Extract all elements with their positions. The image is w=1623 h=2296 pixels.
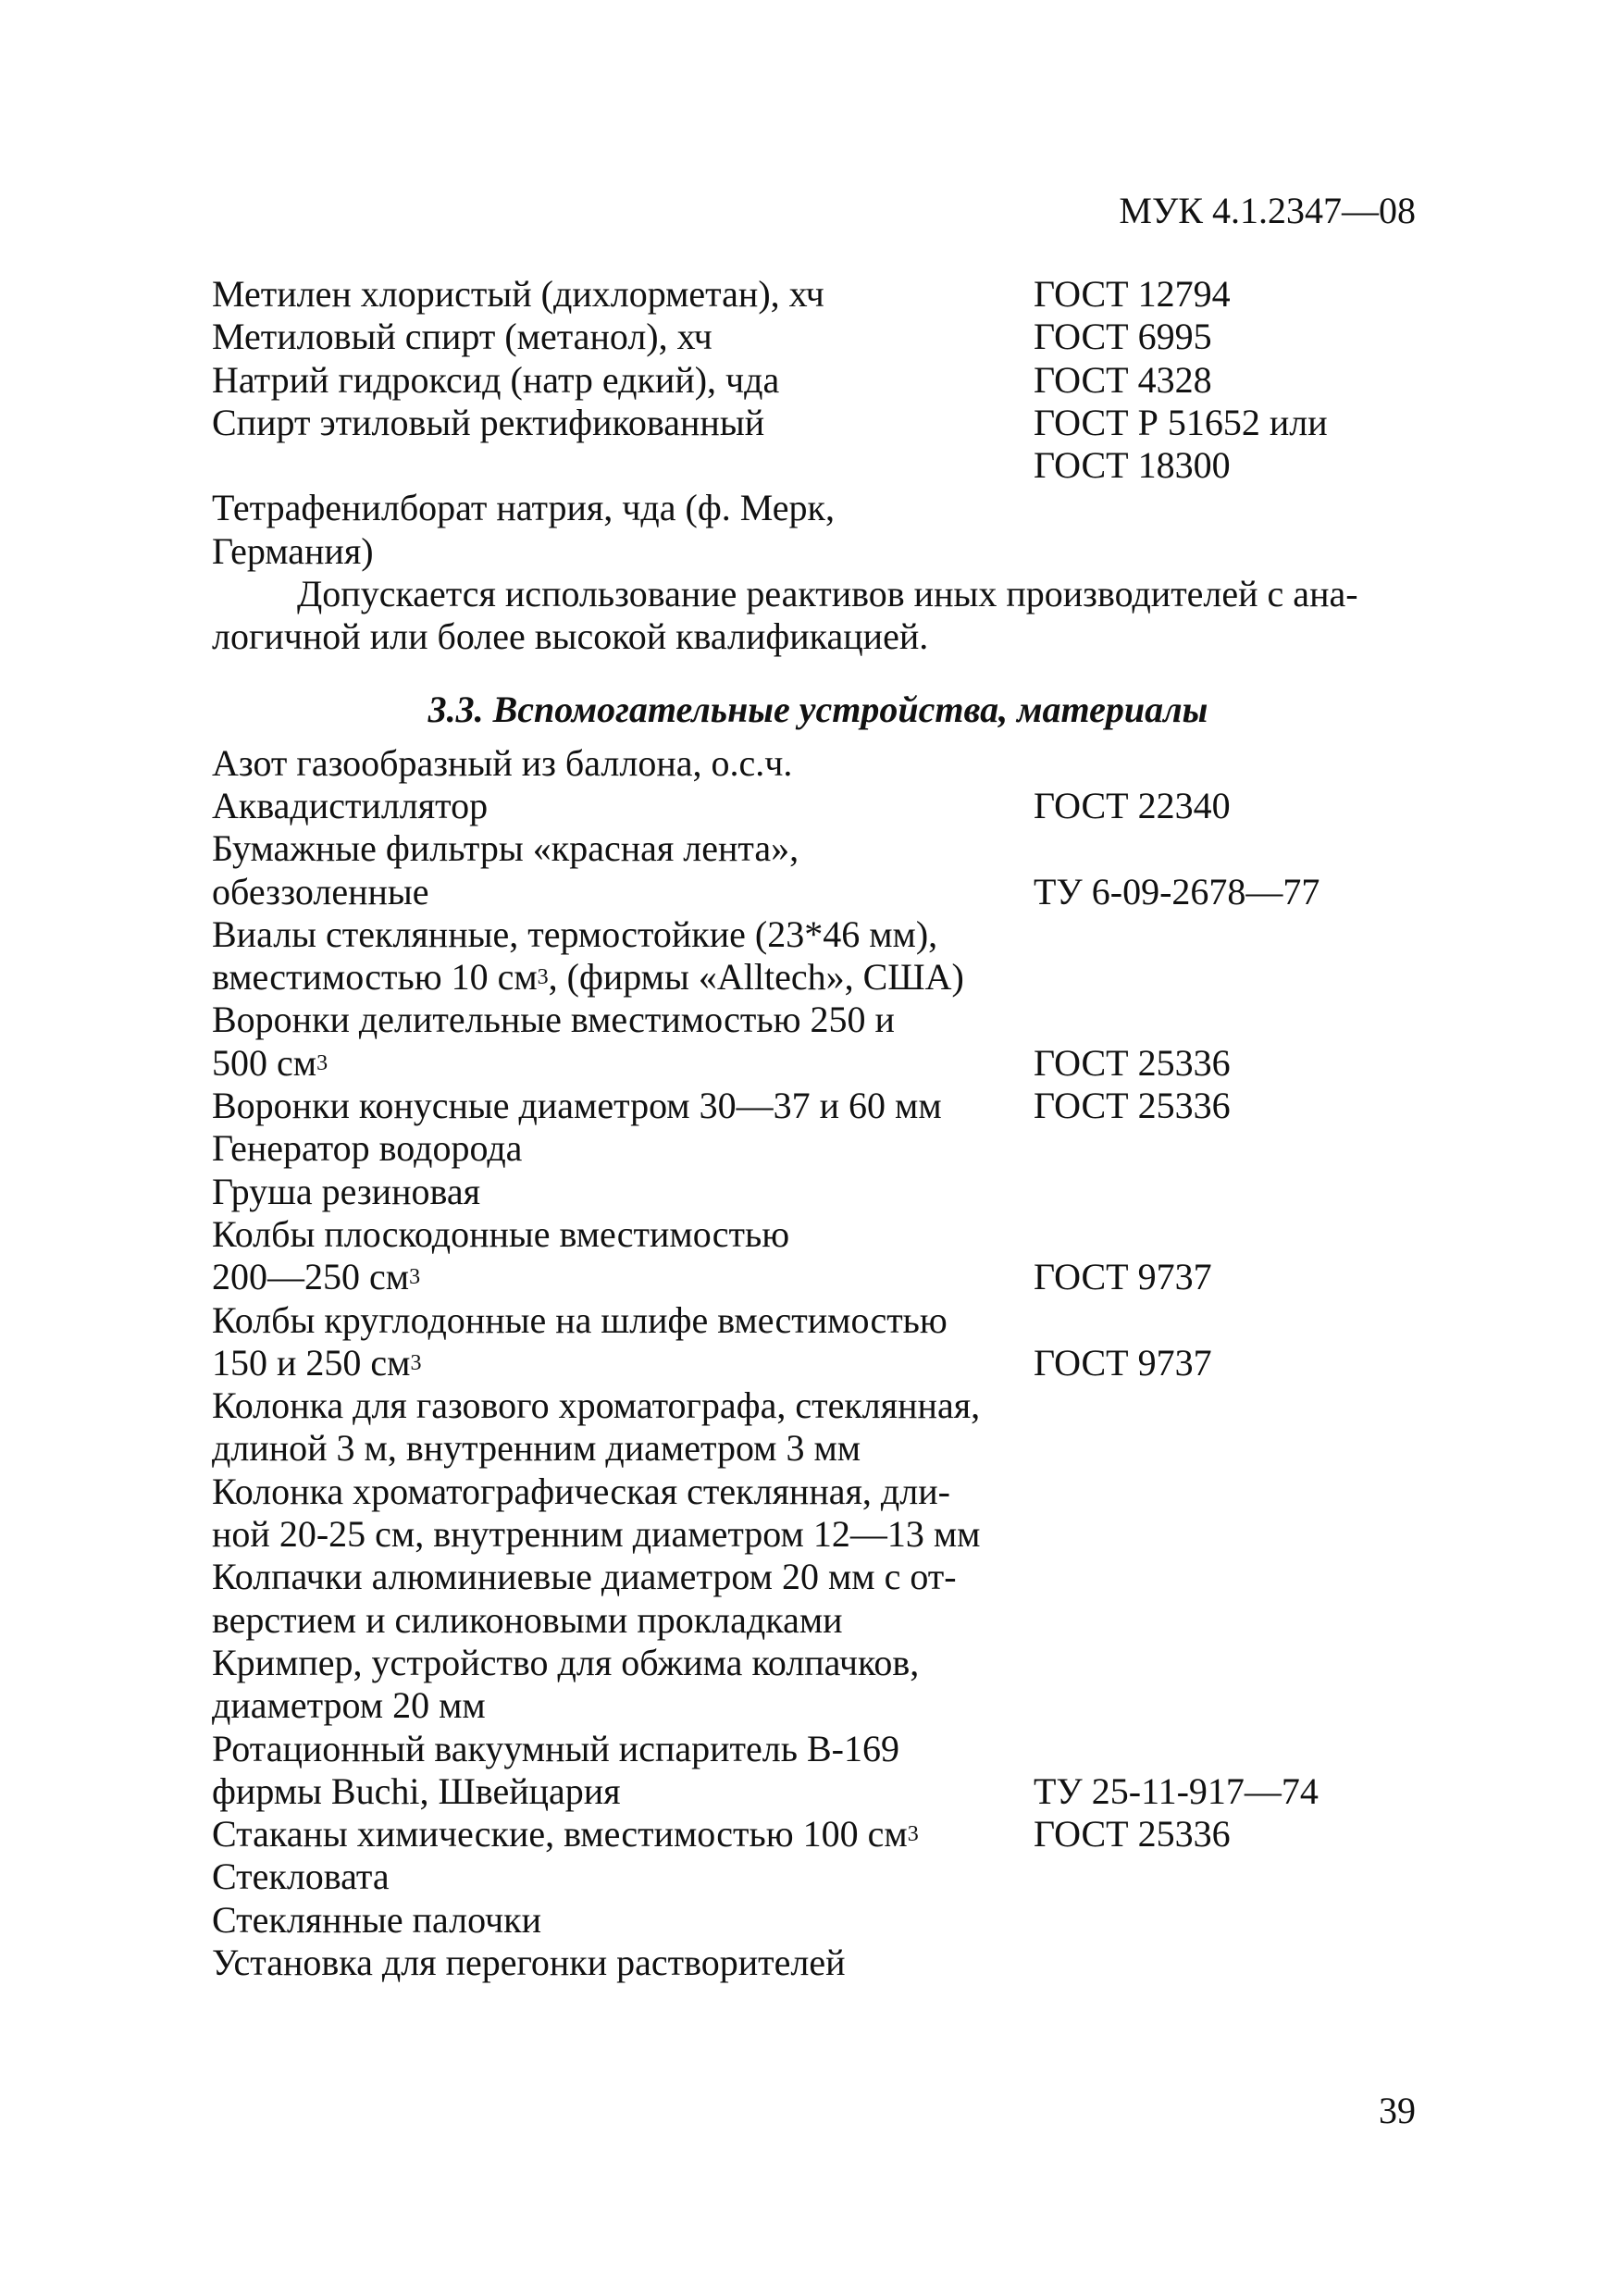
- note-line-2: логичной или более высокой квалификацией.: [212, 615, 929, 658]
- item-name-part: Стаканы химические, вместимостью 100 см: [212, 1813, 908, 1855]
- item-name-part: 200—250 см: [212, 1256, 410, 1298]
- item-name-part: вместимостью 10 см: [212, 956, 538, 999]
- list-item: [212, 359, 1424, 402]
- page-number: 39: [1379, 2090, 1416, 2131]
- item-name: Кримпер, устройство для обжима колпачков,: [212, 1641, 920, 1683]
- item-name: Установка для перегонки растворителей: [212, 1941, 846, 1983]
- item-name: Воронки делительные вместимостью 250 и: [212, 999, 895, 1041]
- document-code-header: МУК 4.1.2347—08: [1119, 190, 1416, 231]
- item-name: [212, 1042, 328, 1085]
- item-standard: ГОСТ 18300: [1034, 444, 1231, 487]
- superscript: 3: [537, 965, 549, 990]
- list-item: [212, 1342, 1424, 1384]
- list-item: [212, 1127, 1424, 1170]
- superscript: 3: [409, 1265, 421, 1290]
- item-name: верстием и силиконовыми прокладками: [212, 1598, 843, 1641]
- list-item: [212, 1770, 1424, 1813]
- list-item: [212, 1171, 1424, 1213]
- item-standard: ГОСТ 25336: [1034, 1813, 1231, 1855]
- item-name: Груша резиновая: [212, 1170, 480, 1212]
- item-standard: ГОСТ 22340: [1034, 784, 1231, 826]
- item-name-part: 150 и 250 см: [212, 1341, 411, 1384]
- item-name: обеззоленные: [212, 870, 429, 912]
- item-name: Генератор водорода: [212, 1127, 523, 1170]
- list-item: [212, 742, 1424, 785]
- list-item: [212, 1042, 1424, 1085]
- list-item: [212, 273, 1424, 316]
- superscript: 3: [907, 1822, 919, 1847]
- item-standard: ГОСТ Р 51652 или: [1034, 401, 1328, 443]
- section-heading: 3.3. Вспомогательные устройства, материалы: [427, 688, 1208, 730]
- item-name: Метиловый спирт (метанол), хч: [212, 316, 712, 358]
- item-name-part: , (фирмы «Alltech», США): [548, 956, 964, 999]
- item-standard: ГОСТ 4328: [1034, 358, 1212, 401]
- item-name: Колонка хроматографическая стеклянная, дли-: [212, 1470, 950, 1512]
- item-name: фирмы Buchi, Швейцария: [212, 1769, 621, 1812]
- list-item: [212, 444, 1424, 487]
- item-standard: ТУ 6-09-2678—77: [1034, 870, 1320, 912]
- item-name: Стеклянные палочки: [212, 1898, 542, 1941]
- item-name-part: 500 см: [212, 1041, 317, 1084]
- item-name: диаметром 20 мм: [212, 1684, 486, 1727]
- list-item: [212, 1599, 1424, 1642]
- item-name: Колбы плоскодонные вместимостью: [212, 1212, 790, 1255]
- list-item: [212, 1085, 1424, 1127]
- item-standard: ГОСТ 25336: [1034, 1041, 1231, 1084]
- list-item: [212, 316, 1424, 358]
- item-name: Колбы круглодонные на шлифе вместимостью: [212, 1298, 948, 1341]
- list-item: [212, 913, 1424, 956]
- item-name: Спирт этиловый ректификованный: [212, 401, 765, 443]
- item-name: [212, 1813, 919, 1855]
- list-item: [212, 827, 1424, 870]
- item-name: Натрий гидроксид (натр едкий), чда: [212, 358, 780, 401]
- superscript: 3: [410, 1350, 422, 1375]
- list-item: [212, 1942, 1424, 1984]
- list-item: [212, 999, 1424, 1041]
- item-name: Германия): [212, 529, 374, 572]
- superscript: 3: [316, 1050, 328, 1075]
- materials-list: [212, 742, 1424, 1985]
- list-item: [212, 1728, 1424, 1770]
- list-item: [212, 956, 1424, 999]
- item-name: Колонка для газового хроматографа, стеклянная,: [212, 1384, 981, 1427]
- item-standard: ГОСТ 25336: [1034, 1085, 1231, 1127]
- item-standard: ТУ 25-11-917—74: [1034, 1769, 1319, 1812]
- list-item: [212, 487, 1424, 529]
- list-item: [212, 1256, 1424, 1298]
- item-name: Воронки конусные диаметром 30—37 и 60 мм: [212, 1085, 942, 1127]
- list-item: [212, 1213, 1424, 1256]
- list-item: [212, 1556, 1424, 1598]
- item-name: [212, 1256, 420, 1298]
- list-item: [212, 1384, 1424, 1427]
- list-item: [212, 1684, 1424, 1727]
- list-item: [212, 402, 1424, 444]
- item-name: Бумажные фильтры «красная лента»,: [212, 827, 799, 870]
- list-item: [212, 1427, 1424, 1470]
- list-item: [212, 1471, 1424, 1513]
- list-item: [212, 1299, 1424, 1342]
- item-standard: ГОСТ 9737: [1034, 1256, 1212, 1298]
- item-standard: ГОСТ 9737: [1034, 1341, 1212, 1384]
- item-standard: ГОСТ 12794: [1034, 273, 1231, 315]
- item-name: Колпачки алюминиевые диаметром 20 мм с от-: [212, 1556, 957, 1598]
- list-item: [212, 1642, 1424, 1684]
- list-item: [212, 1513, 1424, 1556]
- item-name: ной 20-25 см, внутренним диаметром 12—13 мм: [212, 1513, 981, 1556]
- item-name: Виалы стеклянные, термостойкие (23*46 мм),: [212, 912, 938, 955]
- list-item: [212, 530, 1424, 573]
- list-item: [212, 1813, 1424, 1855]
- list-item: [212, 785, 1424, 827]
- list-item: [212, 1855, 1424, 1898]
- item-name: Азот газообразный из баллона, о.с.ч.: [212, 741, 793, 784]
- item-name: длиной 3 м, внутренним диаметром 3 мм: [212, 1427, 861, 1470]
- item-name: [212, 1342, 421, 1384]
- item-name: Тетрафенилборат натрия, чда (ф. Мерк,: [212, 487, 835, 529]
- reagents-list: [212, 273, 1424, 573]
- item-name: Аквадистиллятор: [212, 784, 489, 826]
- note-line-1: Допускается использование реактивов иных производителей с ана-: [297, 573, 1358, 615]
- item-name: [212, 956, 964, 999]
- item-name: Метилен хлористый (дихлорметан), хч: [212, 273, 824, 315]
- list-item: [212, 871, 1424, 913]
- item-name: Стекловата: [212, 1855, 390, 1898]
- page-content: [212, 273, 1424, 1984]
- item-standard: ГОСТ 6995: [1034, 316, 1212, 358]
- note-paragraph: [212, 573, 1424, 659]
- list-item: [212, 1899, 1424, 1942]
- item-name: Ротационный вакуумный испаритель В-169: [212, 1727, 899, 1769]
